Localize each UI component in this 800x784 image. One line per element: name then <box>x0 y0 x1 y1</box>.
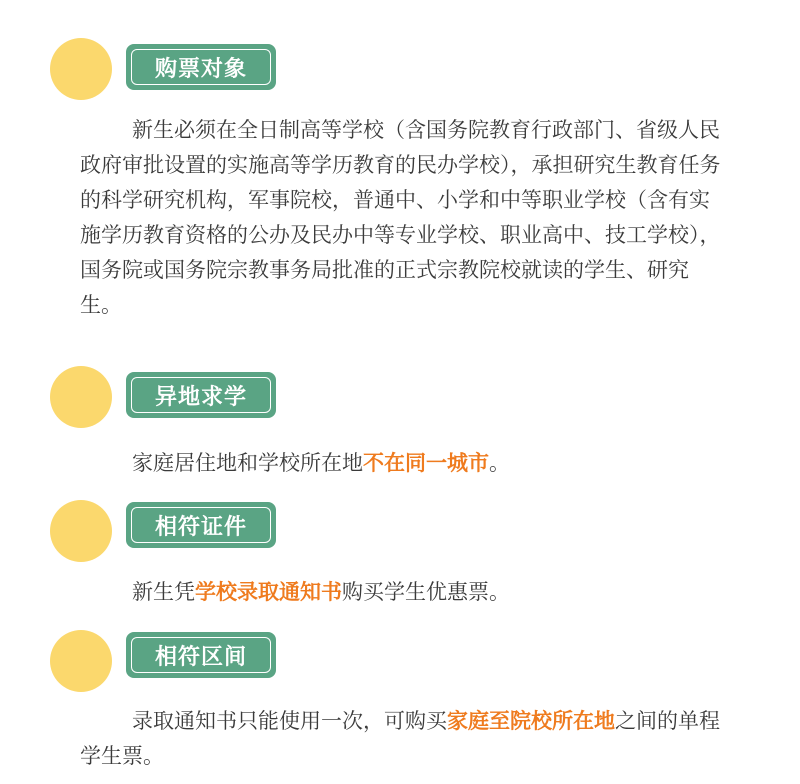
decorative-circle-icon <box>50 630 112 692</box>
section-header <box>0 622 800 692</box>
section-title-tag <box>126 372 276 418</box>
section-purchase-target <box>0 34 800 104</box>
section-header <box>0 362 800 432</box>
body-text-highlight: 不在同一城市 <box>363 451 489 475</box>
section-header <box>0 492 800 562</box>
section-matching-route <box>0 622 800 692</box>
body-text-plain: 之间的单程学生票。 <box>80 709 720 768</box>
body-text-highlight: 家庭至院校所在地 <box>447 709 615 733</box>
section-body-text <box>80 704 730 774</box>
section-title: 相符证件 <box>131 507 271 543</box>
body-text-plain: 新生凭 <box>132 580 195 604</box>
section-study-away <box>0 362 800 432</box>
body-text-plain: 录取通知书只能使用一次，可购买 <box>132 709 447 733</box>
section-body-text <box>132 575 752 610</box>
decorative-circle-icon <box>50 366 112 428</box>
body-text-plain: 购买学生优惠票。 <box>342 580 510 604</box>
body-text-highlight: 学校录取通知书 <box>195 580 342 604</box>
section-matching-documents <box>0 492 800 562</box>
section-title-tag <box>126 502 276 548</box>
section-title: 相符区间 <box>131 637 271 673</box>
section-title: 异地求学 <box>131 377 271 413</box>
section-body-text <box>132 446 752 481</box>
section-title: 购票对象 <box>131 49 271 85</box>
section-header <box>0 34 800 104</box>
decorative-circle-icon <box>50 38 112 100</box>
decorative-circle-icon <box>50 500 112 562</box>
body-text-plain: 家庭居住地和学校所在地 <box>132 451 363 475</box>
section-title-tag <box>126 632 276 678</box>
body-text-plain: 。 <box>489 451 510 475</box>
section-body-text: 新生必须在全日制高等学校（含国务院教育行政部门、省级人民政府审批设置的实施高等学历教育的民办学校），承担研究生教育任务的科学研究机构，军事院校，普通中、小学和中等职业学校（含有实施学历教育资格的公办及民办中等专业学校、职业高中、技工学校），国务院或国务院宗教事务局批准的正式宗教院校就读的学生、研究生。 <box>80 118 721 317</box>
section-title-tag <box>126 44 276 90</box>
